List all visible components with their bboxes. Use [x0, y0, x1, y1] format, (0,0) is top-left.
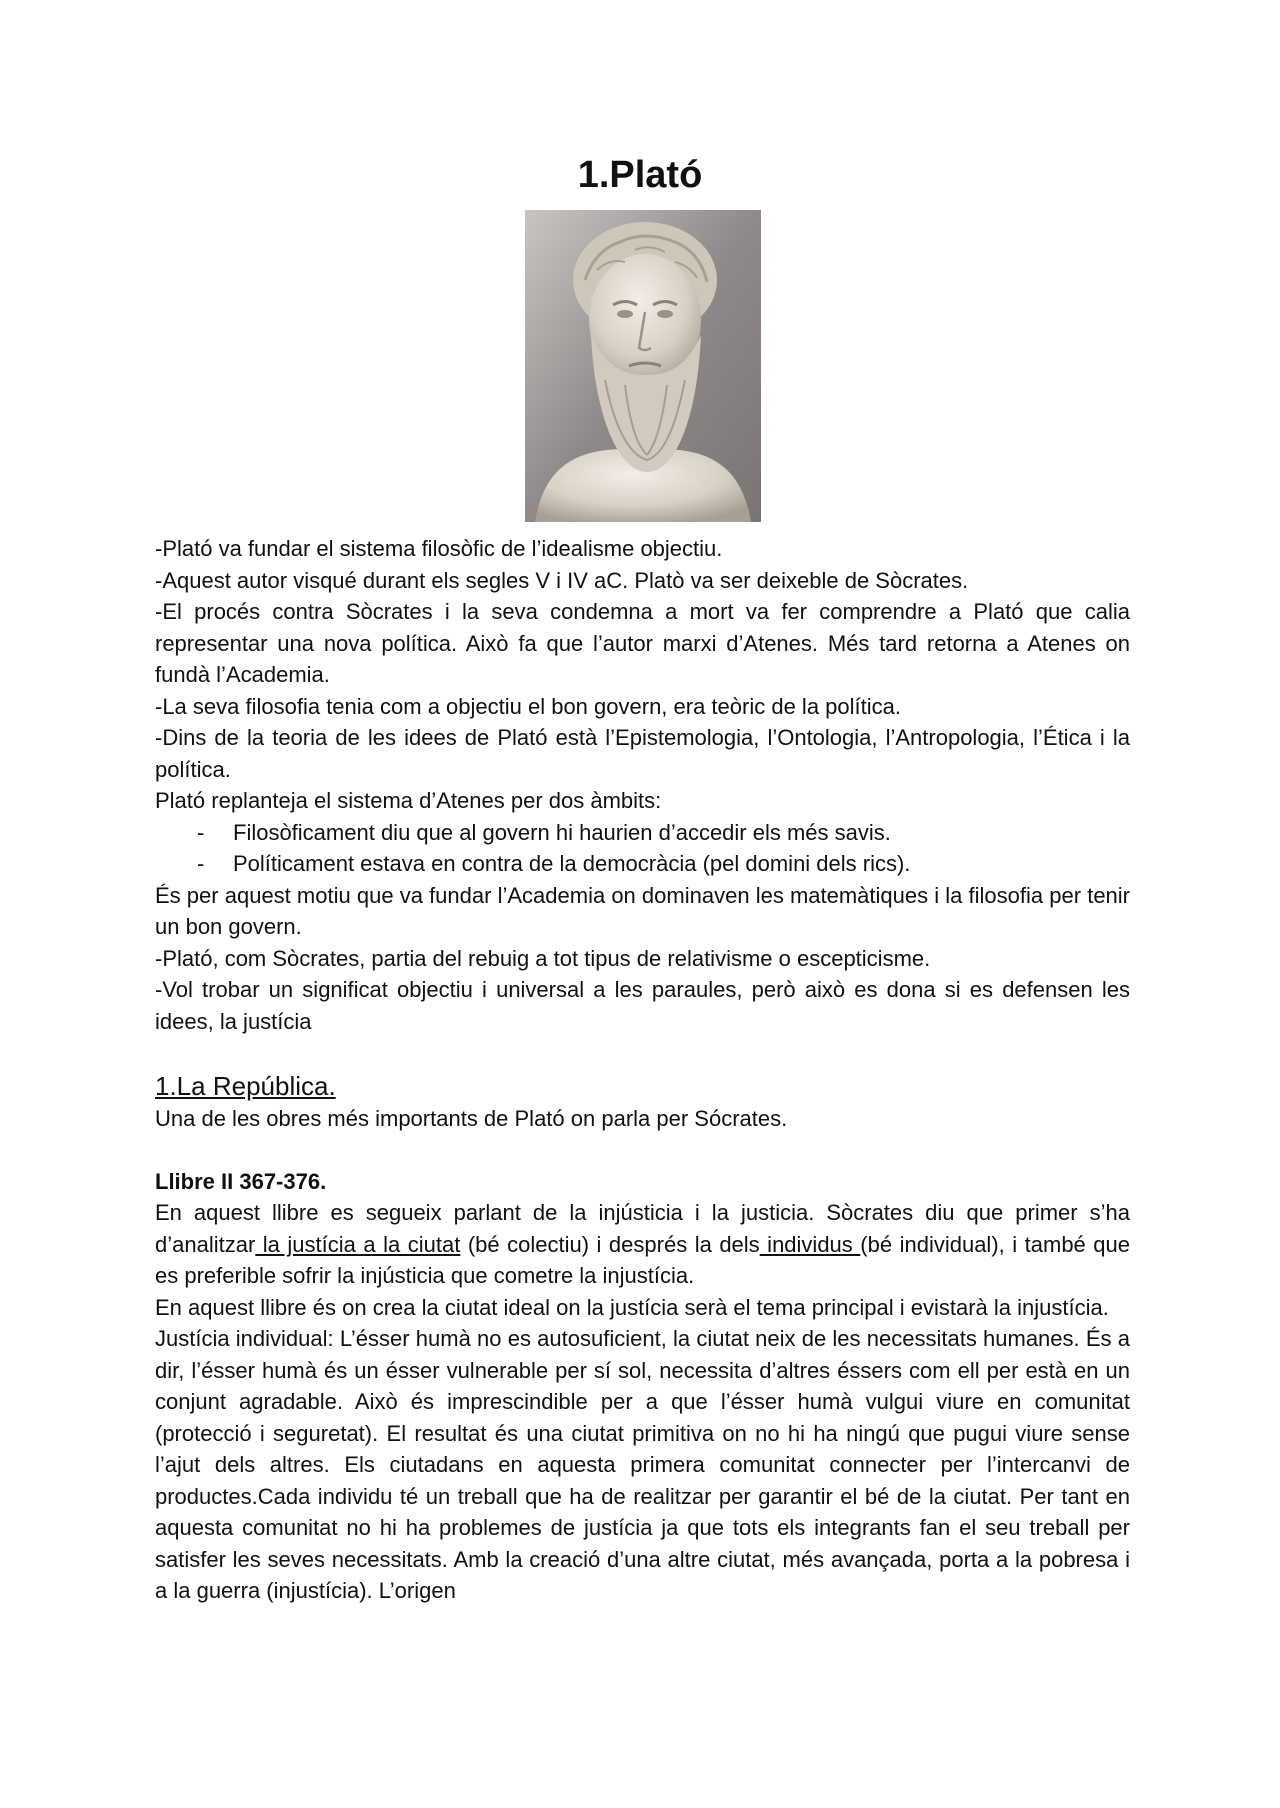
paragraph-academia: És per aquest motiu que va fundar l’Academia on dominaven les matemàtiques i la filosofia per tenir un bon govern.: [155, 882, 1130, 939]
plato-bust-image: [525, 210, 761, 522]
intro-line-3: -El procés contra Sòcrates i la seva condemna a mort va fer comprendre a Plató que calia representar una nova política. Això fa que l’autor marxi d’Atenes. Més tard retorna a Atenes on fundà l’Academia.: [155, 599, 1130, 687]
book-paragraph-3: Justícia individual: L’ésser humà no es autosuficient, la ciutat neix de les necessitats humanes. És a dir, l’ésser humà és un ésser vulnerable per sí sol, necessita d’altres éssers com ell per està en un conjunt agradable. Això és imprescindible per a que l’ésser humà vulgui viure en comunitat (protecció i seguretat). El resultat és una ciutat primitiva on no hi ha ningú que pugui viure sense l’ajut dels altres. Els ciutadans en aquesta primera comunitat connecter per l’intercanvi de productes.Cada individu té un treball que ha de realitzar per garantir el bé de la ciutat. Per tant en aquesta comunitat no hi ha problemes de justícia ja que tots els integrants fan el seu treball per satisfer les seves necessitats. Amb la creació d’una altre ciutat, més avançada, porta a la pobresa i a la guerra (injustícia). L’origen: [155, 1326, 1130, 1603]
underlined-text: individus: [759, 1231, 861, 1257]
text-run: (bé individual), i també que es preferible sofrir la injústicia que cometre la injustícia.: [155, 1231, 1130, 1288]
underlined-text: la justícia a la ciutat: [255, 1231, 461, 1257]
section-subtitle: Una de les obres més importants de Plató on parla per Sócrates.: [155, 1106, 788, 1131]
list-item: - Filosòficament diu que al govern hi haurien d’accedir els més savis.: [155, 817, 1130, 849]
intro-line-4: -La seva filosofia tenia com a objectiu el bon govern, era teòric de la política.: [155, 693, 901, 719]
section-heading: 1.La República.: [155, 1071, 336, 1101]
book-paragraph-1: [155, 1197, 1130, 1292]
list-item: - Políticament estava en contra de la democràcia (pel domini dels rics).: [155, 848, 1130, 880]
text-run: (bé colectiu) i després la dels: [460, 1231, 760, 1257]
book-paragraph-2: En aquest llibre és on crea la ciutat ideal on la justícia serà el tema principal i evistarà la injustícia.: [155, 1294, 1109, 1320]
document-body: [155, 533, 1130, 1607]
text-run: En aquest llibre es segueix parlant de la injústicia i la justicia. Sòcrates diu que primer s’ha d’analitzar: [155, 1200, 1130, 1257]
intro-line-1: -Plató va fundar el sistema filosòfic de l’idealisme objectiu.: [155, 536, 723, 561]
intro-line-6: Plató replanteja el sistema d’Atenes per dos àmbits:: [155, 788, 662, 813]
book-heading: Llibre II 367-376.: [155, 1168, 327, 1194]
bullet-list: [155, 817, 1130, 880]
intro-line-5: -Dins de la teoria de les idees de Plató està l’Epistemologia, l’Ontologia, l’Antropologia, l’Ética i la política.: [155, 725, 1130, 782]
paragraph-relativism: -Plató, com Sòcrates, partia del rebuig a tot tipus de relativisme o escepticisme.: [155, 945, 931, 971]
spacer: [155, 1135, 1130, 1166]
paragraph-meaning: -Vol trobar un significat objectiu i universal a les paraules, però això es dona si es defensen les idees, la justícia: [155, 977, 1130, 1034]
page-title: 1.Plató: [577, 154, 703, 196]
intro-line-2: -Aquest autor visqué durant els segles V i IV aC. Platò va ser deixeble de Sòcrates.: [155, 567, 969, 593]
